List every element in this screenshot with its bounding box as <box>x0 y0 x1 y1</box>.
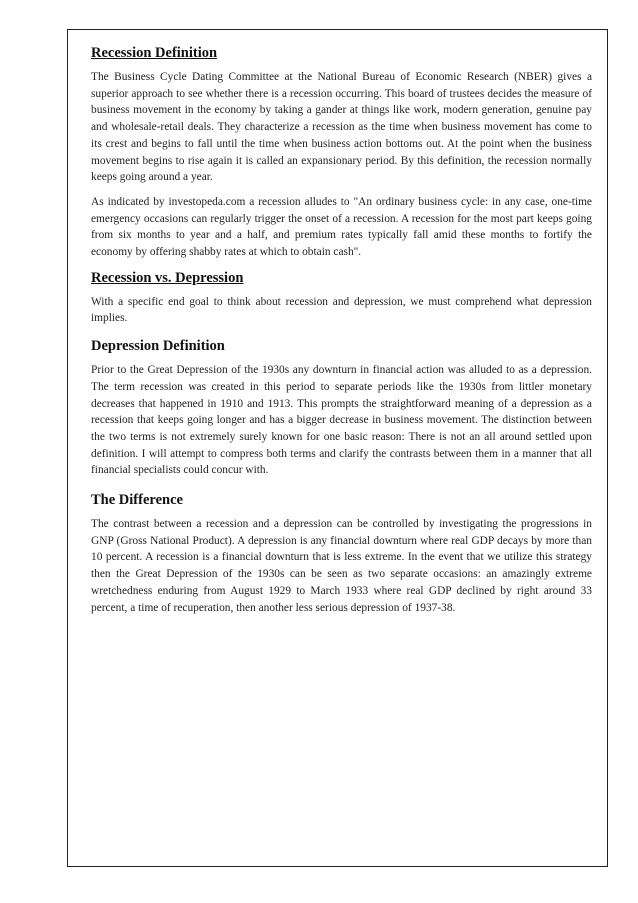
heading-recession-definition: Recession Definition <box>91 45 218 61</box>
heading-depression-definition: Depression Definition <box>91 338 225 355</box>
document-body <box>91 44 592 624</box>
heading-the-difference: The Difference <box>91 492 183 509</box>
paragraph-gnp-contrast: The contrast between a recession and a depression can be controlled by investigating the progressions in GNP (Gross National Product). A depression is any financial downturn where real GDP decays by more than 10 percent. A recession is a financial downturn that is less extreme. In the event that we utilize this strategy then the Great Depression of the 1930s can be seen as two separate occasions: an amazingly extreme wretchedness enduring from August 1929 to March 1933 where real GDP declined by right around 33 percent, a time of recuperation, then another less serious depression of 1937-38. <box>91 518 592 614</box>
paragraph-comprehend-depression: With a specific end goal to think about recession and depression, we must comprehend what depression implies. <box>91 295 592 325</box>
section-recession-vs-depression <box>91 269 592 327</box>
heading-recession-vs-depression: Recession vs. Depression <box>91 269 244 286</box>
paragraph-great-depression: Prior to the Great Depression of the 1930s any downturn in financial action was alluded to as a depression. The term recession was created in this period to separate periods like the 1930s from littler monetary decreases that happened in 1910 and 1913. This prompts the straightforward meaning of a depression as a recession that keeps going longer and has a bigger decrease in business movement. The distinction between the two terms is not extremely surely known for one basic reason: There is not an all around settled upon definition. I will attempt to compress both terms and clarify the contrasts between them in a manner that all financial specialists could concur with. <box>91 364 592 477</box>
paragraph-nber: The Business Cycle Dating Committee at the National Bureau of Economic Research (NBER) gives a superior approach to see whether there is a recession occurring. This board of trustees decides the measure of business movement in the economy by taking a gander at things like work, modern generation, genuine pay and wholesale-retail deals. They characterize a recession as the time when business movement has come to its crest and begins to fall until the time when business action bottoms out. At the point when the business movement begins to rise again it is called an expansionary period. By this definition, the recession normally keeps going around a year. <box>91 71 592 184</box>
section-the-difference <box>91 491 592 616</box>
section-depression-definition <box>91 337 592 479</box>
section-recession-definition <box>91 44 592 261</box>
paragraph-investopedia: As indicated by investopeda.com a recession alludes to "An ordinary business cycle: in any case, one-time emergency occasions can regularly trigger the onset of a recession. A recession for the most part keeps going from six months to year and a half, and premium rates typically fall amid these months to fortify the economy by offering shabby rates at which to obtain cash". <box>91 195 592 259</box>
